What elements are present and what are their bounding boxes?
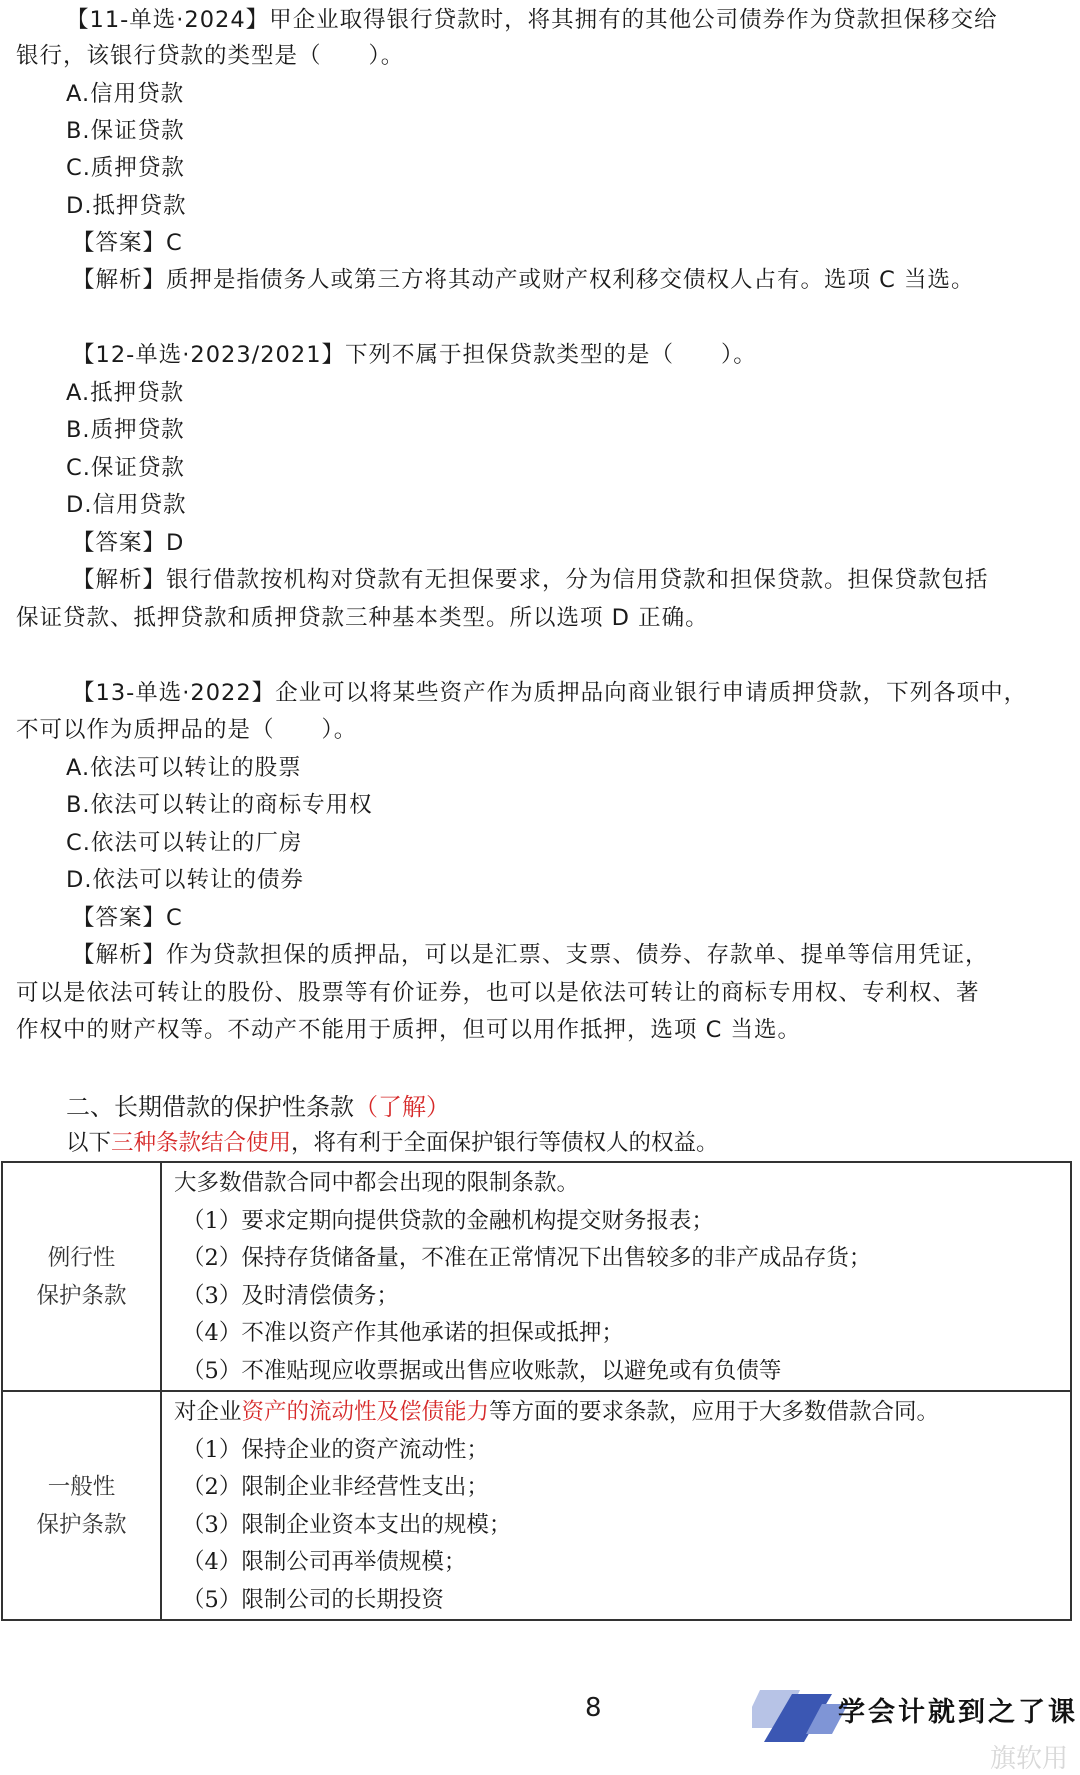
section-title-main: 二、长期借款的保护性条款 xyxy=(66,1093,354,1121)
brand-name: 学会计就到之了课 xyxy=(838,1697,1078,1728)
clause-item: （3）限制企业资本支出的规模； xyxy=(182,1511,512,1538)
clause-item: （2）保持存货储备量，不准在正常情况下出售较多的非产成品存货； xyxy=(182,1245,872,1271)
table-row-general xyxy=(2,1391,1071,1620)
clause-lead xyxy=(174,1394,1070,1432)
clause-type-label xyxy=(2,1391,161,1620)
clause-lead: 大多数借款合同中都会出现的限制条款。 xyxy=(174,1170,580,1196)
clause-item: （4）不准以资产作其他承诺的担保或抵押； xyxy=(182,1320,624,1346)
clause-item: （4）限制公司再举债规模； xyxy=(182,1549,467,1575)
section-title-tag: （了解） xyxy=(354,1093,450,1121)
clause-item: （3）及时清偿债务； xyxy=(182,1282,399,1309)
analysis: 【解析】银行借款按机构对贷款有无担保要求，分为信用贷款和担保贷款。担保贷款包括 xyxy=(72,567,989,593)
clause-content xyxy=(161,1391,1071,1620)
intro-text: ，将有利于全面保护银行等债权人的权益。 xyxy=(291,1130,719,1156)
option-b: B.依法可以转让的商标专用权 xyxy=(66,792,373,818)
option-a: A.依法可以转让的股票 xyxy=(66,755,302,781)
clause-item: （1）保持企业的资产流动性； xyxy=(182,1436,489,1463)
clause-content xyxy=(161,1162,1071,1391)
label-line: 保护条款 xyxy=(36,1282,127,1309)
page-number: 8 xyxy=(585,1693,602,1723)
label-line: 例行性 xyxy=(47,1244,116,1271)
lead-text: 对企业 xyxy=(174,1399,242,1425)
option-a: A.抵押贷款 xyxy=(66,380,185,406)
option-d: D.抵押贷款 xyxy=(66,193,187,219)
option-c: C.质押贷款 xyxy=(66,155,185,181)
analysis: 可以是依法可转让的股份、股票等有价证券，也可以是依法可转让的商标专用权、专利权、著 xyxy=(16,980,980,1006)
option-a: A.信用贷款 xyxy=(66,81,185,107)
option-b: B.质押贷款 xyxy=(66,417,185,443)
intro-text: 以下 xyxy=(66,1130,112,1156)
question-stem: 不可以作为质押品的是（ ）。 xyxy=(16,717,358,743)
lead-text: 等方面的要求条款，应用于大多数借款合同。 xyxy=(489,1399,940,1425)
section-title xyxy=(66,1087,450,1122)
answer: 【答案】C xyxy=(72,230,183,256)
label-line: 一般性 xyxy=(47,1473,116,1500)
question-stem: 【12-单选·2023/2021】下列不属于担保贷款类型的是（ ）。 xyxy=(72,342,757,368)
section-intro xyxy=(66,1125,719,1157)
lead-highlight: 资产的流动性及偿债能力 xyxy=(241,1399,490,1425)
clause-type-label xyxy=(2,1162,161,1391)
question-stem: 【11-单选·2024】甲企业取得银行贷款时，将其拥有的其他公司债券作为贷款担保移交给 xyxy=(66,7,998,33)
analysis: 作权中的财产权等。不动产不能用于质押，但可以用作抵押，选项 C 当选。 xyxy=(16,1017,802,1043)
answer: 【答案】D xyxy=(72,530,185,556)
label-line: 保护条款 xyxy=(36,1511,127,1538)
analysis: 保证贷款、抵押贷款和质押贷款三种基本类型。所以选项 D 正确。 xyxy=(16,605,709,631)
option-c: C.依法可以转让的厂房 xyxy=(66,830,303,856)
clause-item: （5）不准贴现应收票据或出售应收账款，以避免或有负债等 xyxy=(182,1357,782,1384)
option-d: D.依法可以转让的债券 xyxy=(66,867,304,893)
answer: 【答案】C xyxy=(72,905,183,931)
clause-item: （1）要求定期向提供贷款的金融机构提交财务报表； xyxy=(182,1207,714,1234)
table-row-routine xyxy=(2,1162,1071,1391)
analysis: 【解析】作为贷款担保的质押品，可以是汇票、支票、债券、存款单、提单等信用凭证， xyxy=(72,942,989,968)
option-b: B.保证贷款 xyxy=(66,118,185,144)
intro-highlight: 三种条款结合使用 xyxy=(111,1130,292,1156)
clauses-table xyxy=(1,1161,1072,1621)
question-stem: 银行，该银行贷款的类型是（ ）。 xyxy=(16,43,405,69)
option-c: C.保证贷款 xyxy=(66,455,185,481)
clause-item: （5）限制公司的长期投资 xyxy=(182,1586,444,1613)
watermark: 旗软用 xyxy=(990,1744,1069,1774)
question-stem: 【13-单选·2022】企业可以将某些资产作为质押品向商业银行申请质押贷款，下列各项中， xyxy=(72,680,1028,706)
analysis: 【解析】质押是指债务人或第三方将其动产或财产权利移交债权人占有。选项 C 当选。 xyxy=(72,267,975,293)
clause-item: （2）限制企业非经营性支出； xyxy=(182,1474,489,1500)
option-d: D.信用贷款 xyxy=(66,492,187,518)
